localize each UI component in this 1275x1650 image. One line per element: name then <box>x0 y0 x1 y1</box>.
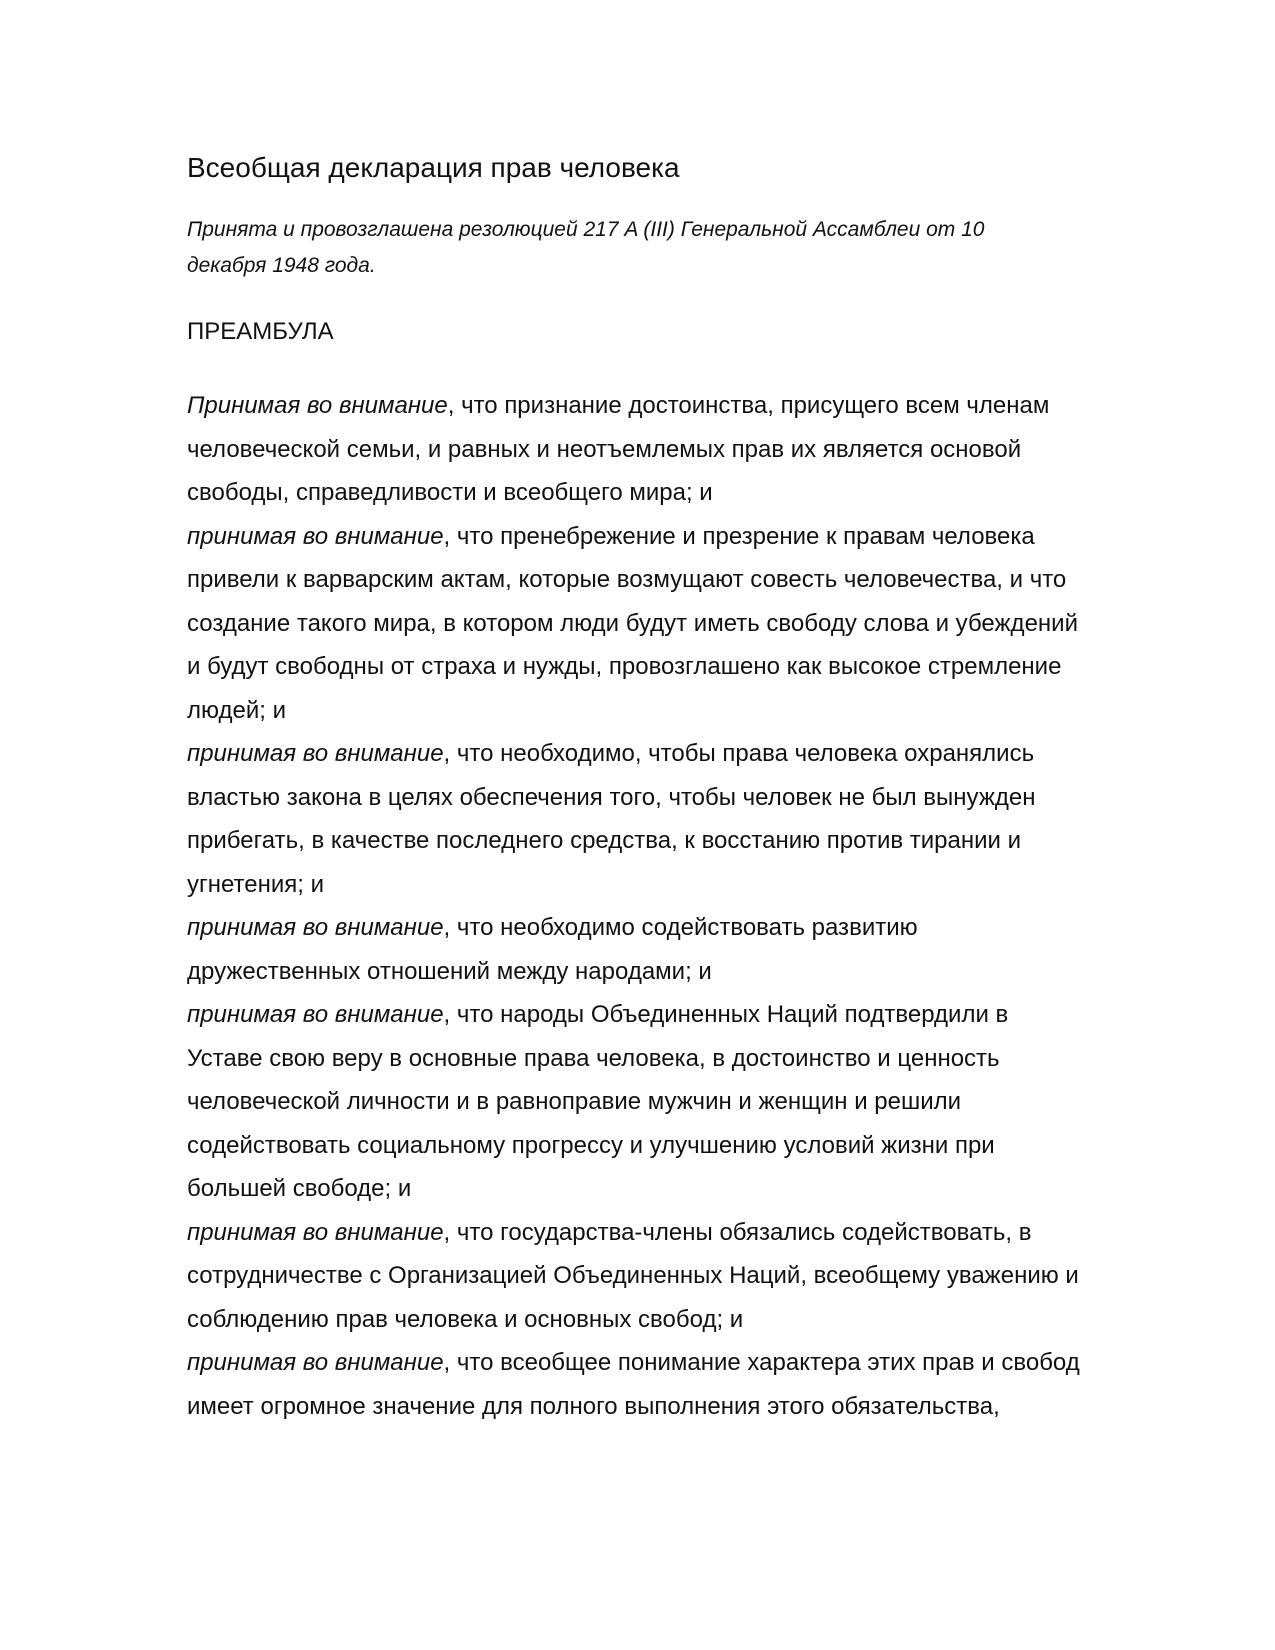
paragraph-text: , что признание достоинства, присущего всем членам человеческой семьи, и равных и неотъемлемых прав их является основой свободы, справедливости и всеобщего мира; и <box>187 392 1050 506</box>
paragraph-lead: принимая во внимание <box>187 522 444 550</box>
document-subtitle: Принята и провозглашена резолюцией 217 A (III) Генеральной Ассамблеи от 10 декабря 1948 года. <box>187 218 985 277</box>
preamble-paragraph <box>187 732 1087 906</box>
paragraph-lead: принимая во внимание <box>187 1218 444 1246</box>
preamble-paragraph <box>187 384 1087 515</box>
paragraph-text: , что необходимо, чтобы права человека охранялись властью закона в целях обеспечения того, чтобы человек не был вынужден прибегать, в качестве последнего средства, к восстанию против тирании и угнетения; и <box>187 740 1036 898</box>
preamble-paragraph <box>187 1211 1087 1342</box>
document-page <box>187 150 1087 1428</box>
paragraph-lead: принимая во внимание <box>187 740 444 767</box>
paragraph-text: , что необходимо содействовать развитию дружественных отношений между народами; и <box>187 914 918 985</box>
section-heading: ПРЕАМБУЛА <box>187 318 334 345</box>
paragraph-lead: принимая во внимание <box>187 1349 444 1376</box>
paragraph-text: , что пренебрежение и презрение к правам человека привели к варварским актам, которые возмущают совесть человечества, и что создание такого мира, в котором люди будут иметь свободу слова и убеждений и будут свободны от страха и нужды, провозглашено как высокое стремление людей; и <box>187 522 1078 724</box>
paragraph-lead: Принимая во внимание <box>187 392 448 419</box>
paragraph-text: , что народы Объединенных Наций подтвердили в Уставе свою веру в основные права человека, в достоинство и ценность человеческой личности и в равноправие мужчин и женщин и решили содействовать социальному прогрессу и улучшению условий жизни при большей свободе; и <box>187 1001 1009 1202</box>
document-title: Всеобщая декларация прав человека <box>187 152 680 183</box>
paragraph-text: , что государства-члены обязались содействовать, в сотрудничестве с Организацией Объединенных Наций, всеобщему уважению и соблюдению прав человека и основных свобод; и <box>187 1218 1079 1333</box>
preamble-paragraph <box>187 993 1087 1211</box>
preamble-paragraph <box>187 515 1087 733</box>
preamble-paragraph <box>187 906 1087 993</box>
preamble <box>187 384 1087 1428</box>
paragraph-lead: принимая во внимание <box>187 1001 444 1028</box>
paragraph-text: , что всеобщее понимание характера этих прав и свобод имеет огромное значение для полного выполнения этого обязательства, <box>187 1349 1080 1420</box>
preamble-paragraph <box>187 1341 1087 1428</box>
paragraph-lead: принимая во внимание <box>187 914 444 941</box>
